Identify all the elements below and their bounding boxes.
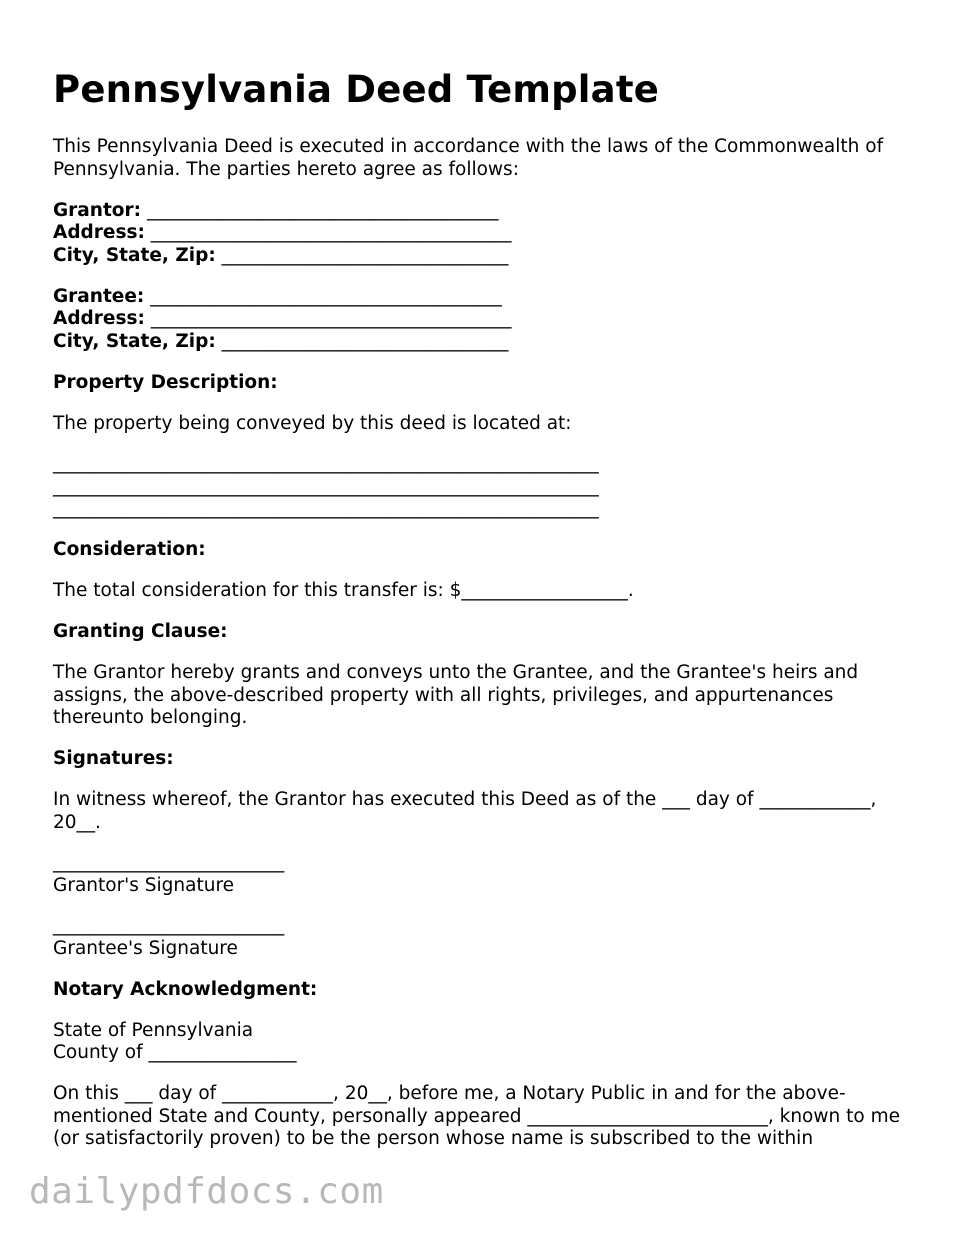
grantee-name-label: Grantee: [53, 285, 145, 307]
grantor-name-line: ______________________________________ [146, 199, 499, 221]
grantor-signature-line: _________________________ [53, 852, 285, 873]
notary-heading: Notary Acknowledgment: [53, 978, 318, 1000]
grantor-signature-label: Grantor's Signature [53, 874, 235, 896]
grantee-address-row [53, 308, 913, 331]
property-line: ___________________________________________________________ [53, 475, 599, 497]
property-text: The property being conveyed by this deed is located at: [53, 412, 572, 434]
grantee-block [53, 286, 913, 354]
grantor-name-row [53, 200, 913, 223]
grantor-address-label: Address: [53, 222, 145, 243]
grantee-city-line: _______________________________ [221, 330, 509, 352]
grantor-signature-block [53, 852, 913, 897]
grantee-address-label: Address: [53, 308, 145, 329]
grantee-name-row [53, 286, 913, 309]
notary-county: County of ________________ [53, 1042, 297, 1063]
signatures-text: In witness whereof, the Grantor has executed this Deed as of the ___ day of ____________, 20__. [53, 789, 877, 833]
watermark: dailypdfdocs.com [29, 1171, 384, 1212]
grantee-city-row [53, 331, 913, 354]
page-title: Pennsylvania Deed Template [53, 68, 660, 111]
consideration-text: The total consideration for this transfer is: $__________________. [53, 580, 634, 601]
grantor-city-line: _______________________________ [221, 244, 509, 266]
property-line: ___________________________________________________________ [53, 498, 599, 519]
grantee-address-line: _______________________________________ [150, 308, 512, 329]
granting-text: The Grantor hereby grants and conveys unto the Grantee, and the Grantee's heirs and assigns, the above-described property with all rights, privileges, and appurtenances thereunto belonging. [53, 662, 859, 728]
grantor-city-label: City, State, Zip: [53, 244, 216, 266]
grantee-name-line: ______________________________________ [150, 285, 502, 307]
grantor-block [53, 200, 913, 268]
notary-venue [53, 1020, 913, 1065]
grantee-signature-label: Grantee's Signature [53, 937, 238, 959]
property-lines [53, 453, 913, 521]
notary-text: On this ___ day of ____________, 20__, before me, a Notary Public in and for the above-mentioned State and County, personally appeared __________________________, known to me (or satisfactorily proven) to be the person whose name is subscribed to the within [53, 1083, 900, 1149]
grantee-signature-line: _________________________ [53, 915, 285, 936]
grantor-city-row [53, 245, 913, 268]
intro-paragraph: This Pennsylvania Deed is executed in accordance with the laws of the Commonwealth of Pennsylvania. The parties hereto agree as follows: [53, 136, 884, 180]
property-line: ___________________________________________________________ [53, 453, 599, 474]
property-heading: Property Description: [53, 371, 278, 393]
consideration-heading: Consideration: [53, 539, 206, 560]
grantor-name-label: Grantor: [53, 199, 142, 221]
grantor-address-row [53, 222, 913, 245]
signatures-heading: Signatures: [53, 748, 174, 769]
notary-state: State of Pennsylvania [53, 1019, 254, 1041]
grantor-address-line: _______________________________________ [150, 222, 512, 243]
grantee-signature-block [53, 915, 913, 960]
granting-heading: Granting Clause: [53, 621, 228, 642]
document-page [53, 64, 913, 1151]
grantee-city-label: City, State, Zip: [53, 330, 216, 352]
